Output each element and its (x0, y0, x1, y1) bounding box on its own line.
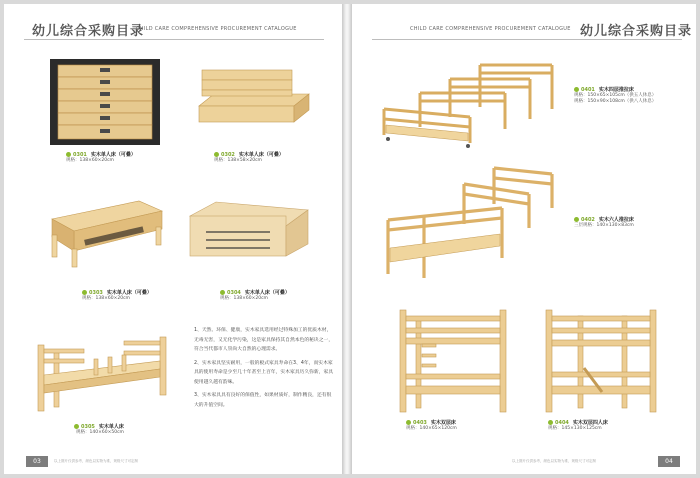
page-number: 03 (26, 456, 48, 467)
product-spec-0402: 三层规格：140×130×83cm (574, 223, 634, 228)
left-page (4, 4, 342, 474)
page-title-en: CHILD CARE COMPREHENSIVE PROCUREMENT CATALOGUE (136, 26, 297, 32)
product-image-0301 (50, 59, 160, 145)
footer-note: 以上图片仅供参考，颜色以实物为准，规格尺寸可定制 (54, 459, 138, 463)
product-caption-0301: 0301 实木单人床（可叠） (66, 151, 136, 158)
page-title-en: CHILD CARE COMPREHENSIVE PROCUREMENT CATALOGUE (410, 26, 571, 32)
product-spec-0303: 规格：138×60×20cm (82, 296, 130, 301)
header-divider (372, 39, 682, 40)
bullet-dot-icon (74, 424, 79, 429)
product-caption-0305: 0305 实木单人床 (74, 423, 124, 430)
product-image-0403 (396, 306, 512, 416)
product-caption-0403: 0403 实木双层床 (406, 419, 456, 426)
description-paragraph: 2、实木家具坚实耐用，一般的板式家具寿命在3、4年，而实木家具的使用寿命是少至几十年甚至上百年，实木家具历久弥新，家具使用越久越有韵味。 (194, 360, 334, 385)
product-image-0303 (44, 189, 169, 271)
bullet-dot-icon (82, 290, 87, 295)
product-spec-0304: 规格：138×60×20cm (220, 296, 268, 301)
product-image-0404 (542, 306, 660, 416)
bullet-dot-icon (220, 290, 225, 295)
product-image-0402 (384, 162, 559, 284)
description-paragraph: 3、实木家具具有良好的保值性，如果材质好，制作精良，还有很大的升值空间。 (194, 393, 332, 408)
product-image-0401 (380, 59, 560, 149)
bullet-dot-icon (574, 217, 579, 222)
header-divider (24, 39, 324, 40)
bullet-dot-icon (548, 420, 553, 425)
product-caption-0303: 0303 实木单人床（可叠） (82, 289, 152, 296)
bullet-dot-icon (66, 152, 71, 157)
page-number: 04 (658, 456, 680, 467)
product-spec-0401-alt: 规格：150×90×108cm（供八人休息） (574, 99, 657, 104)
book-spine (342, 4, 352, 474)
product-caption-0404: 0404 实木双层四人床 (548, 419, 608, 426)
product-spec-0401: 规格：150×65×105cm（供五人休息） (574, 93, 657, 98)
right-page (352, 4, 696, 474)
product-caption-0401: 0401 实木四层推拉床 (574, 86, 634, 93)
bullet-dot-icon (214, 152, 219, 157)
product-caption-0402: 0402 实木六人推拉床 (574, 216, 634, 223)
bullet-dot-icon (406, 420, 411, 425)
product-spec-0301: 规格：138×60×20cm (66, 158, 114, 163)
product-caption-0302: 0302 实木单人床（可叠） (214, 151, 284, 158)
product-image-0304 (186, 196, 311, 266)
product-image-0302 (194, 66, 314, 136)
product-spec-0305: 规格：140×60×50cm (76, 430, 124, 435)
product-spec-0302: 规格：138×58×20cm (214, 158, 262, 163)
product-description (194, 326, 334, 414)
product-caption-0304: 0304 实木单人床（可叠） (220, 289, 290, 296)
product-spec-0404: 规格：145×130×125cm (548, 426, 602, 431)
bullet-dot-icon (574, 87, 579, 92)
product-image-0305 (34, 329, 174, 419)
footer-note: 以上图片仅供参考，颜色以实物为准，规格尺寸可定制 (512, 459, 596, 463)
page-title-cn: 幼儿综合采购目录 (580, 24, 693, 39)
page-title-cn: 幼儿综合采购目录 (32, 24, 145, 39)
description-paragraph: 1、天然、环保、健康，实木家具选用经过特殊加工的优质木材，无毒无害，又无化学污染，这是家具保持其自然本色的秘诀之一，符合当代都市人崇尚大自然的心理需求。 (194, 328, 334, 352)
product-spec-0403: 规格：140×65×120cm (406, 426, 457, 431)
